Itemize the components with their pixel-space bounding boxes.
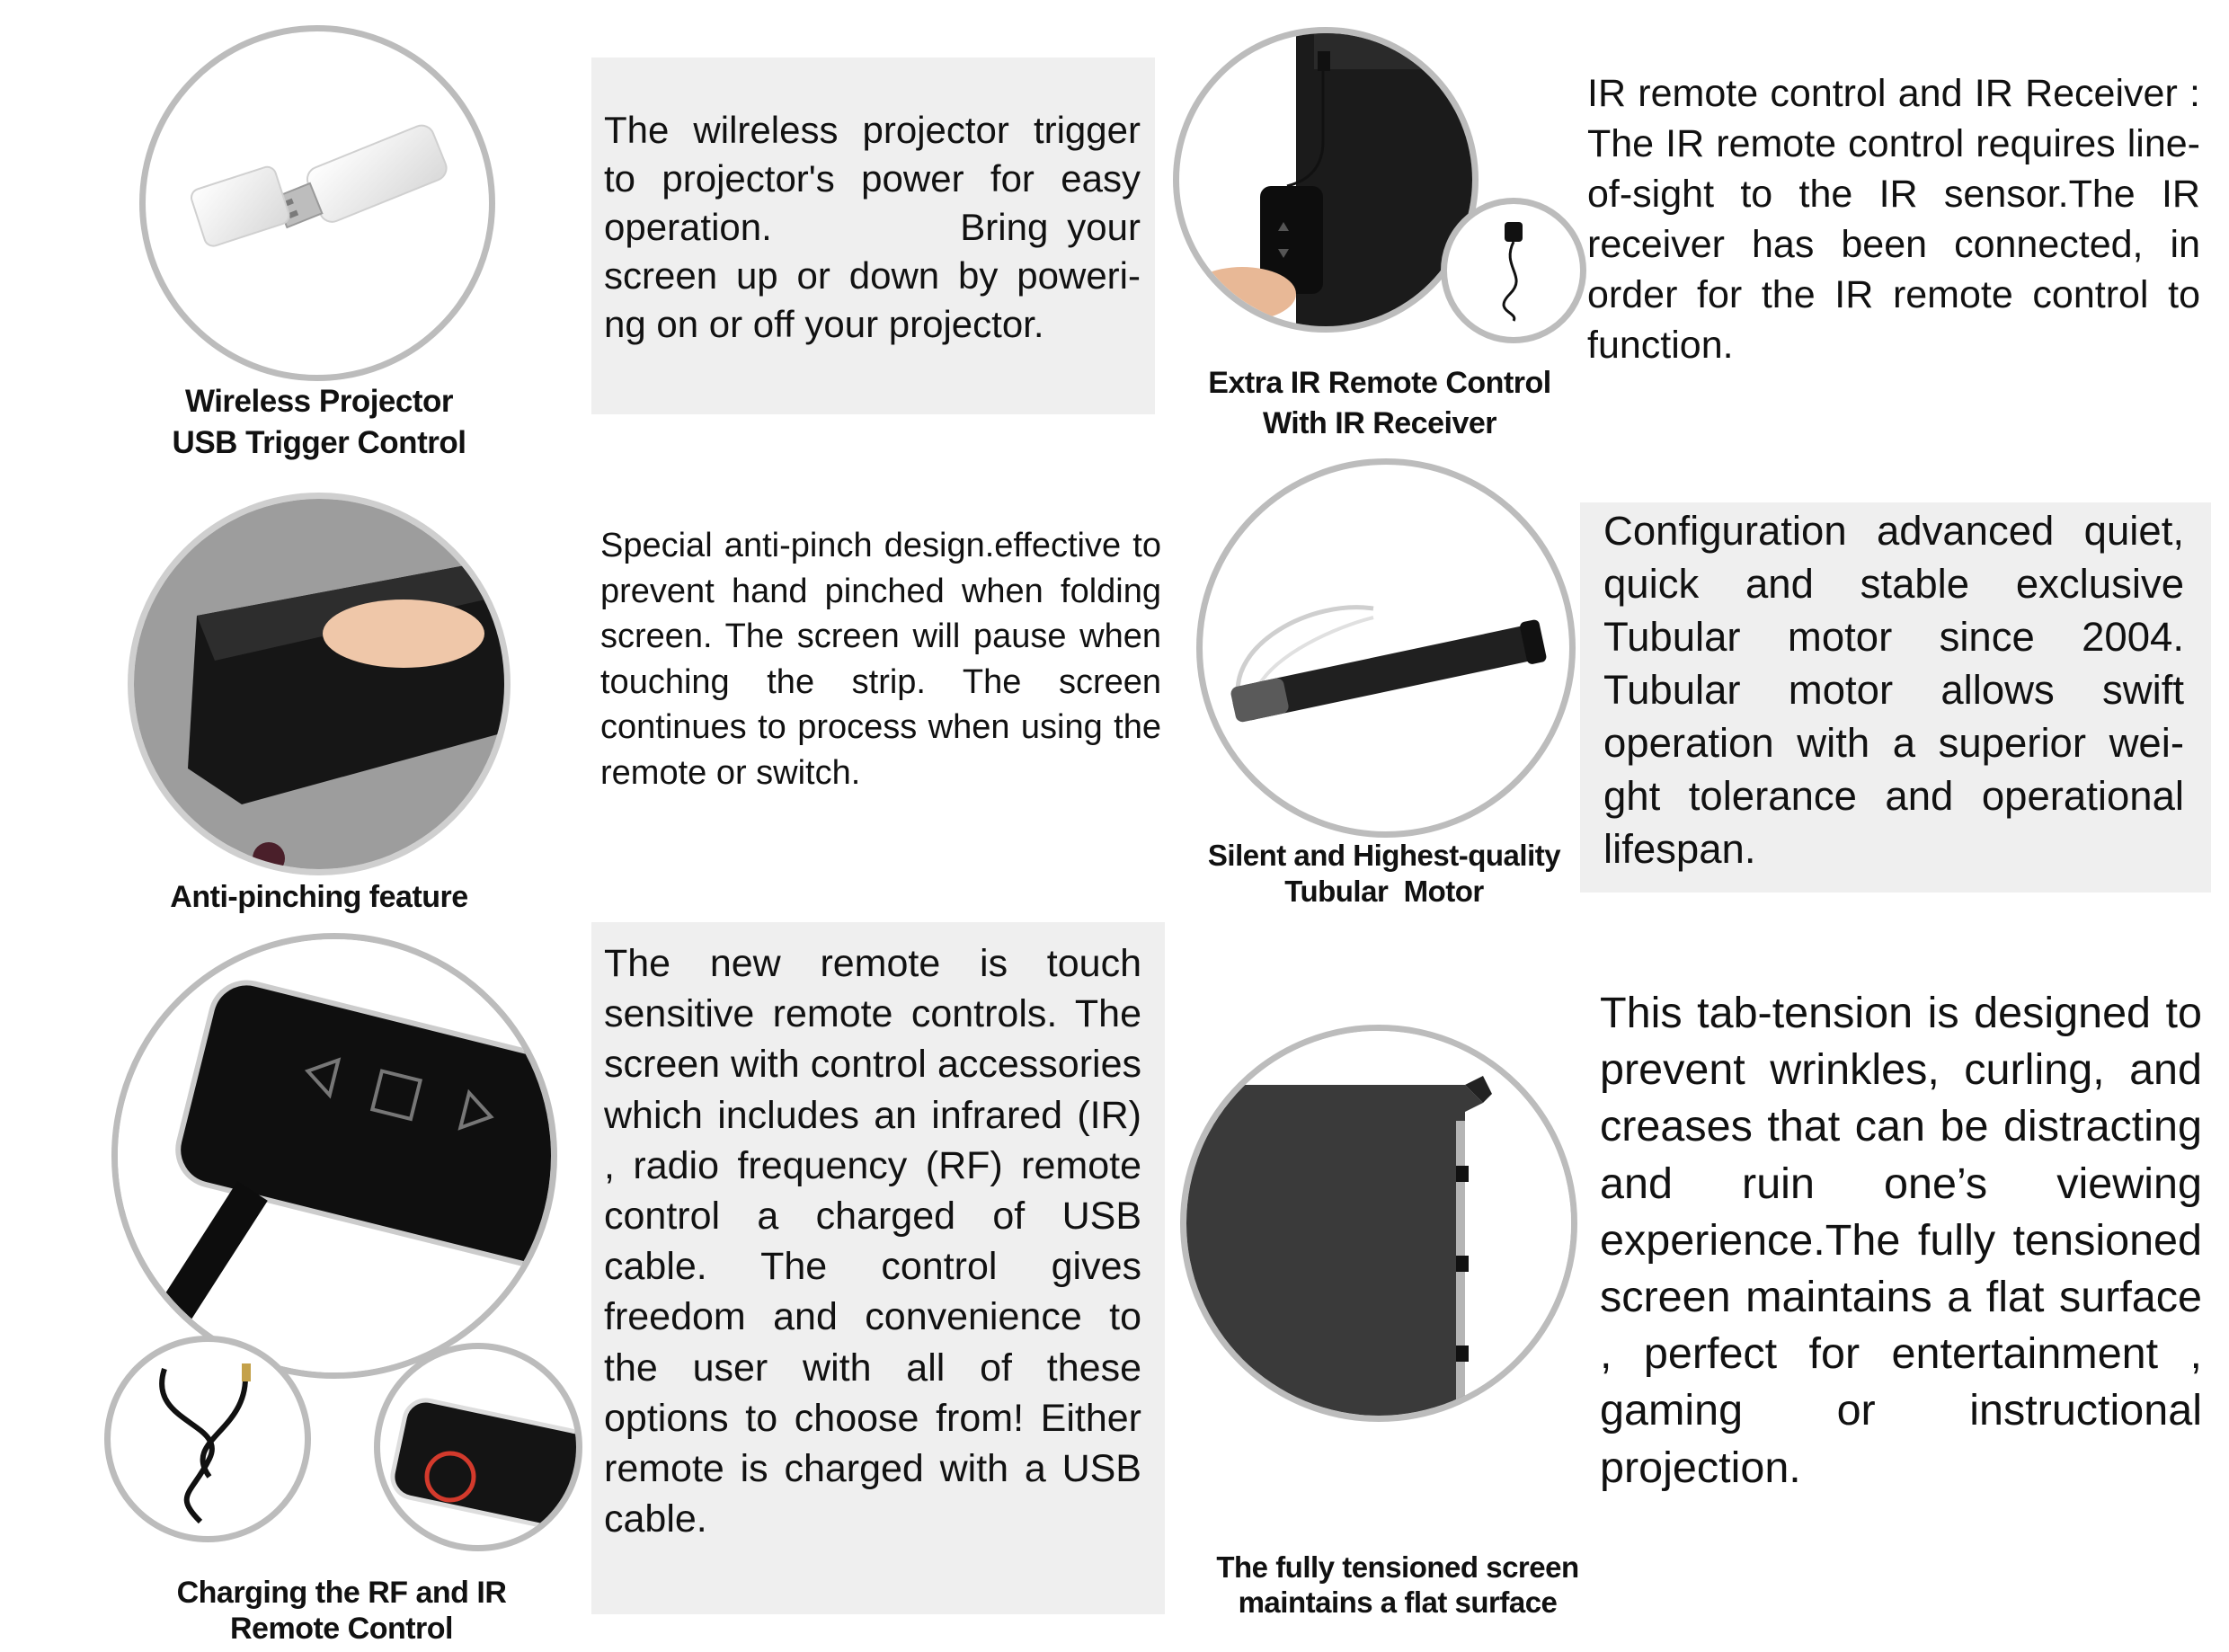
ir-remote-description: IR remote control and IR Receiver : The IR remote control requires line-of-sight to the IR sensor.The IR receiver has been connected, in order for the IR remote control to function.: [1587, 72, 2200, 367]
usb-dongle-icon: [146, 31, 489, 375]
usb-trigger-text-panel: [591, 58, 1155, 414]
charging-port-photo: [374, 1343, 582, 1551]
usb-cable-photo: [104, 1336, 311, 1542]
rf-ir-charging-description: The new remote is touch sensitive remote controls. The screen with control accessories which includes an infrared (IR) , radio frequency (RF) remote control a charged of USB cable. The control gives freedom and convenience to the user with all of these options to choose from! Either remote is charged with a USB cable.: [604, 942, 1141, 1541]
tubular-motor-description: Configuration advanced quiet, quick and stable exclusive Tubular motor since 2004. Tubular motor allows swift operation with a superior wei-ght tolerance and operational lifespan.: [1603, 508, 2184, 872]
ir-remote-photo: [1173, 27, 1479, 333]
tab-tension-caption: The fully tensioned screen maintains a flat surface: [1216, 1550, 1579, 1619]
rf-ir-remote-photo: [111, 933, 557, 1379]
tubular-motor-text-panel: [1580, 502, 2211, 893]
tubular-motor-photo: [1196, 458, 1576, 838]
rf-ir-charging-text-panel: [591, 922, 1165, 1614]
anti-pinch-description: Special anti-pinch design.effective to prevent hand pinched when folding screen. The screen will pause when touching the strip. The screen continues to process when using the remote or switch.: [600, 527, 1161, 792]
ir-receiver-icon: [1447, 204, 1580, 337]
hand-graphic: [323, 600, 484, 668]
tab-tension-description: This tab-tension is designed to prevent wrinkles, curling, and creases that can be distracting and ruin one’s viewing experience.The fully tensioned screen maintains a flat surface , perfect for entertainment , gaming or instructional projection.: [1600, 989, 2202, 1492]
tubular-motor-icon: [1203, 465, 1569, 831]
anti-pinch-photo: [128, 493, 511, 875]
usb-trigger-caption: Wireless Projector USB Trigger Control: [172, 384, 466, 460]
usb-trigger-photo: [139, 25, 495, 381]
ir-remote-caption: Extra IR Remote Control With IR Receiver: [1208, 366, 1551, 440]
rf-ir-charging-caption: Charging the RF and IR Remote Control: [176, 1576, 507, 1646]
tab-tension-photo: [1180, 1025, 1577, 1422]
usb-cable-icon: [111, 1342, 305, 1536]
usb-trigger-description: The wilreless projector trigger to projector's power for easy operation. Bring your screen up or down by poweri-ng on or off your projector.: [604, 109, 1141, 345]
ir-receiver-photo: [1441, 198, 1586, 343]
tubular-motor-caption: Silent and Highest-quality Tubular Motor: [1207, 839, 1561, 908]
anti-pinch-caption: Anti-pinching feature: [170, 880, 468, 914]
tensioned-screen-icon: [1186, 1031, 1571, 1416]
hand-graphic: [1188, 267, 1296, 321]
